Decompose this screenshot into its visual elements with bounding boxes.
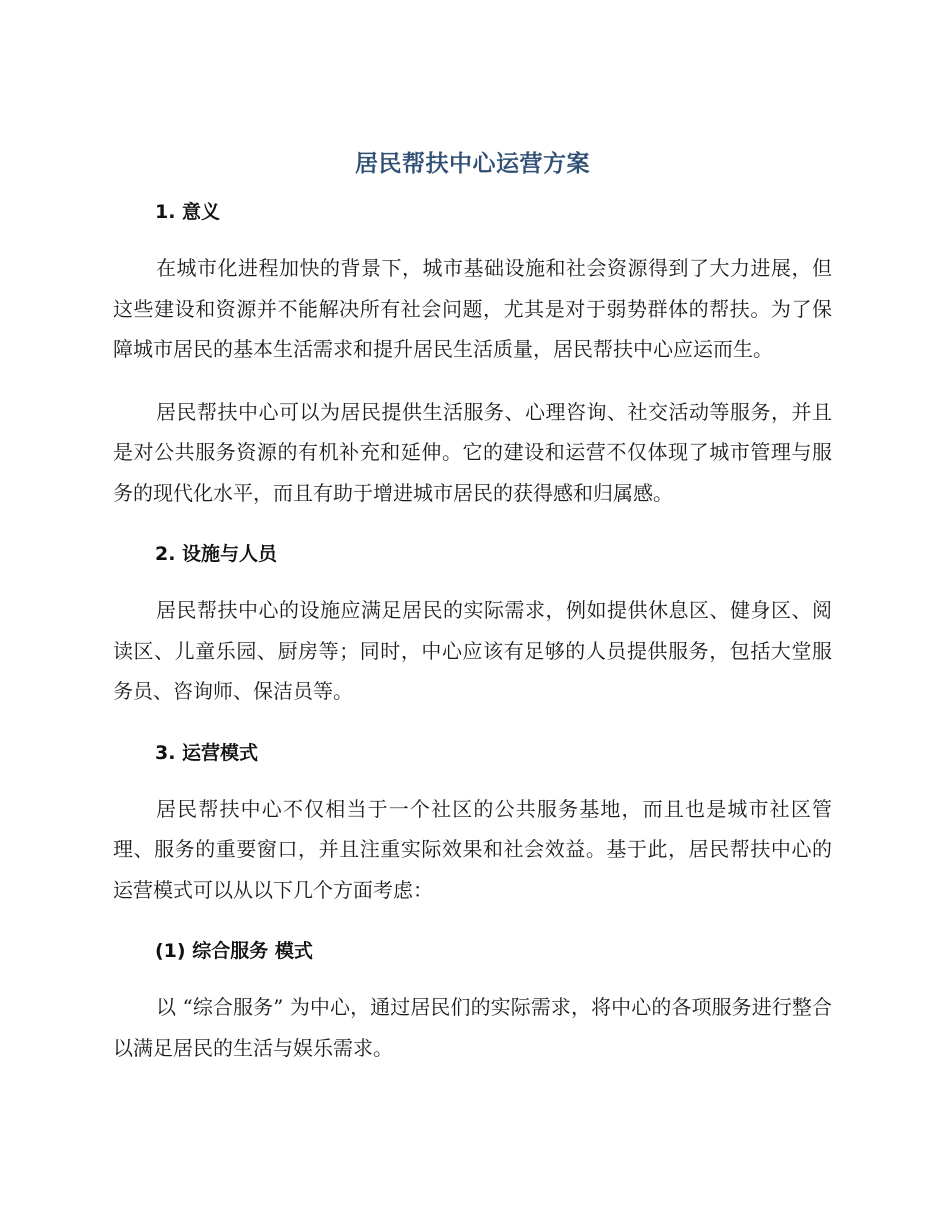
document-title: 居民帮扶中心运营方案 bbox=[355, 151, 590, 177]
paragraph: 以 “综合服务” 为中心，通过居民们的实际需求，将中心的各项服务进行整合以满足居民的生活与娱乐需求。 bbox=[113, 995, 832, 1060]
paragraph: 居民帮扶中心可以为居民提供生活服务、心理咨询、社交活动等服务，并且是对公共服务资源的有机补充和延伸。它的建设和运营不仅体现了城市管理与服务的现代化水平，而且有助于增进城市居民的获得感和归属感。 bbox=[113, 399, 832, 505]
section-heading-facilities: 2. 设施与人员 bbox=[155, 543, 278, 565]
subsection-heading-integrated-service: (1) 综合服务 模式 bbox=[155, 940, 313, 962]
paragraph: 居民帮扶中心的设施应满足居民的实际需求，例如提供休息区、健身区、阅读区、儿童乐园、厨房等；同时，中心应该有足够的人员提供服务，包括大堂服务员、咨询师、保洁员等。 bbox=[113, 598, 832, 703]
paragraph: 在城市化进程加快的背景下，城市基础设施和社会资源得到了大力进展，但这些建设和资源并不能解决所有社会问题，尤其是对于弱势群体的帮扶。为了保障城市居民的基本生活需求和提升居民生活质量，居民帮扶中心应运而生。 bbox=[113, 256, 832, 361]
section-heading-operation-mode: 3. 运营模式 bbox=[155, 741, 259, 764]
section-heading-meaning: 1. 意义 bbox=[155, 201, 221, 223]
paragraph: 居民帮扶中心不仅相当于一个社区的公共服务基地，而且也是城市社区管理、服务的重要窗口，并且注重实际效果和社会效益。基于此，居民帮扶中心的运营模式可以从以下几个方面考虑： bbox=[113, 796, 832, 902]
